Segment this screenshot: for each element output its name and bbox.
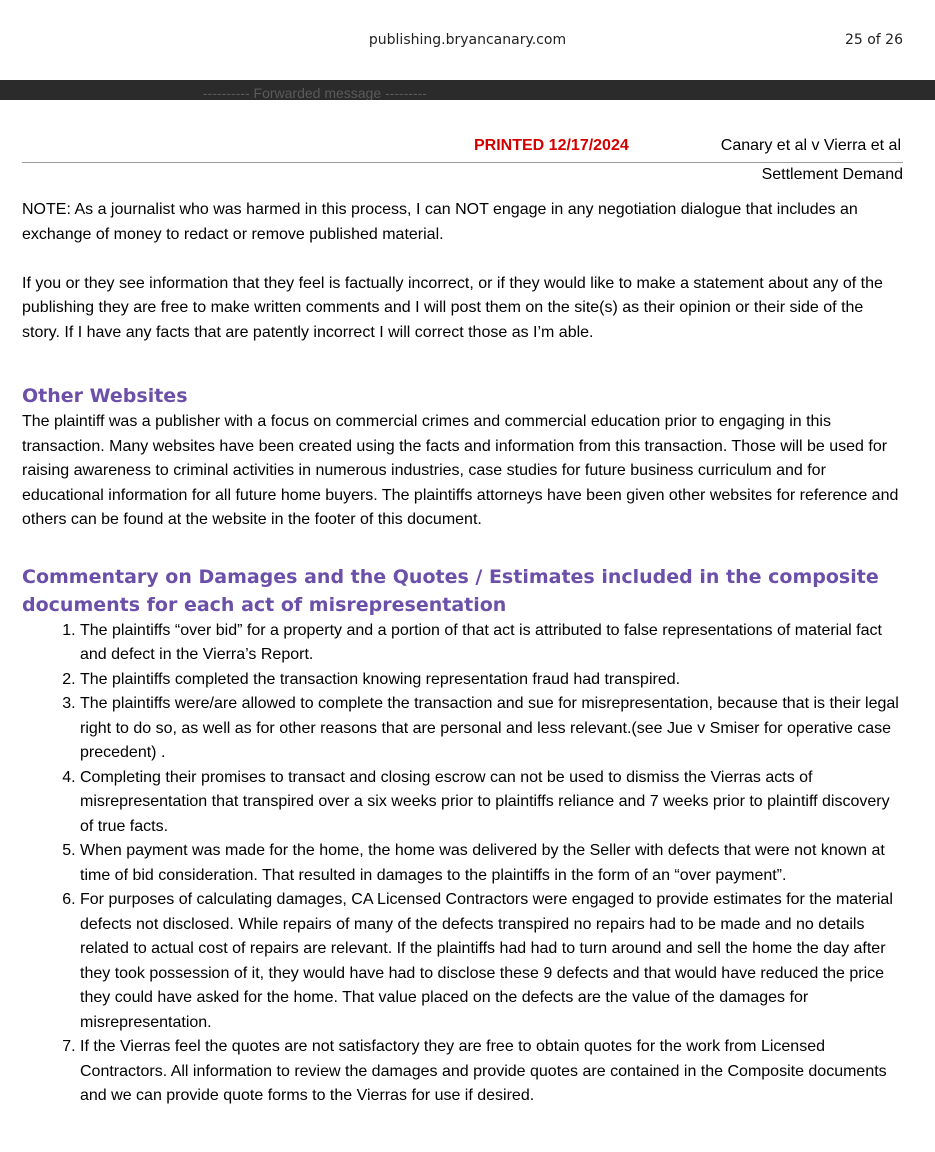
list-item: 4. Completing their promises to transact and closing escrow can not be used to dismiss the Vierras acts of misrepresentation that transpired over a six weeks prior to plaintiffs reliance and 7 weeks prior to plaintiff discovery of true facts. [80, 766, 903, 840]
list-item: 3. The plaintiffs were/are allowed to complete the transaction and sue for misrepresentation, because that is their legal right to do so, as well as for other reasons that are personal and less relevant.(see Jue v Smiser for operative case precedent) . [80, 692, 903, 766]
other-websites-heading: Other Websites [22, 385, 188, 407]
commentary-heading: Commentary on Damages and the Quotes / Estimates included in the composite documents for each act of misrepresentation [22, 565, 879, 616]
case-name: Canary et al v Vierra et al [720, 137, 901, 154]
list-item: 1. The plaintiffs “over bid” for a property and a portion of that act is attributed to false representations of material fact and defect in the Vierra’s Report. [80, 619, 903, 668]
list-item: 6. For purposes of calculating damages, CA Licensed Contractors were engaged to provide estimates for the material defects not disclosed. While repairs of many of the defects transpired no repairs had to be made and no details related to actual cost of repairs are relevant. If the plaintiffs had had to turn around and sell the home the day after they took possession of it, they would have had to disclose these 9 defects and that would have reduced the price they could have asked for the home. That value placed on the defects are the value of the damages for misrepresentation. [80, 888, 903, 1035]
document-subtitle: Settlement Demand [761, 166, 903, 183]
forwarded-message-text: ---------- Forwarded message --------- [203, 85, 427, 100]
list-item: 7. If the Vierras feel the quotes are not satisfactory they are free to obtain quotes for the work from Licensed Contractors. All information to review the damages and provide quotes are contained in the Composite documents and we can provide quote forms to the Vierras for use if desired. [80, 1035, 903, 1109]
list-item: 5. When payment was made for the home, the home was delivered by the Seller with defects that were not known at time of bid consideration. That resulted in damages to the plaintiffs in the form of an “over payment”. [80, 839, 903, 888]
printed-date: PRINTED 12/17/2024 [474, 137, 629, 154]
document-header [22, 137, 903, 157]
note-paragraph: NOTE: As a journalist who was harmed in this process, I can NOT engage in any negotiation dialogue that includes an exchange of money to redact or remove published material. [22, 201, 858, 243]
site-url: publishing.bryancanary.com [368, 32, 567, 48]
corrections-paragraph: If you or they see information that they feel is factually incorrect, or if they would like to make a statement about any of the publishing they are free to make written comments and I will post them on the site(s) as their opinion or their side of the story. If I have any facts that are patently incorrect I will correct those as I’m able. [22, 274, 883, 341]
other-websites-paragraph: The plaintiff was a publisher with a focus on commercial crimes and commercial education prior to engaging in this transaction. Many websites have been created using the facts and information from this transaction. Those will be used for raising awareness to criminal activities in numerous industries, case studies for future business curriculum and for educational information for all future home buyers. The plaintiffs attorneys have been given other websites for reference and others can be found at the website in the footer of this document. [22, 413, 899, 528]
header-divider [22, 162, 903, 163]
list-item: 2. The plaintiffs completed the transaction knowing representation fraud had transpired. [80, 668, 903, 693]
browser-print-header [0, 0, 935, 80]
forwarded-message-bar [0, 80, 935, 100]
document-body [22, 198, 903, 1109]
commentary-list [22, 619, 903, 1109]
page-number: 25 of 26 [844, 32, 903, 48]
